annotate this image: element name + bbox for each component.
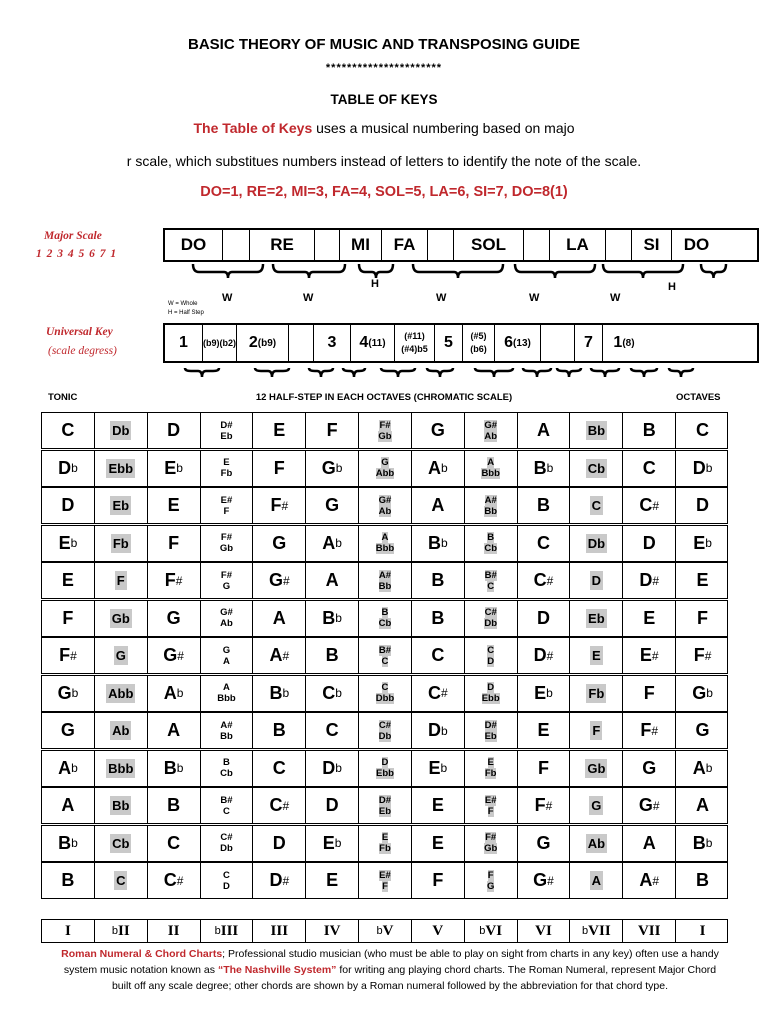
scale-degrees-label: (scale degress) (48, 345, 117, 357)
key-cell: G # (623, 788, 676, 823)
key-cell: E (412, 826, 465, 861)
intro-line-2: r scale, which substitues numbers instead of letters to identify the note of the scale. (126, 153, 642, 169)
key-cell: D (42, 488, 95, 523)
key-cell: A (148, 713, 201, 748)
roman-numeral-cell: VII (623, 920, 676, 942)
key-row (41, 675, 728, 712)
key-cell: C # (623, 488, 676, 523)
roman-numeral-cell: b II (95, 920, 148, 942)
key-cell: C # (148, 863, 201, 898)
key-cell: B b (518, 451, 571, 486)
key-cell: E# F (465, 788, 518, 823)
key-cell: F (306, 413, 359, 448)
key-cell: F# Gb (201, 526, 254, 561)
key-row (41, 825, 728, 862)
key-cell: F # (42, 638, 95, 673)
key-cell: E b (42, 526, 95, 561)
degree-cell: 3 (314, 325, 351, 361)
nashville-notes (60, 946, 720, 994)
key-cell: G (412, 413, 465, 448)
key-cell: B (412, 601, 465, 636)
key-cell: D# Eb (359, 788, 412, 823)
key-cell: E b (412, 751, 465, 786)
intro-line-1 (0, 120, 768, 136)
key-cell: Gb (95, 601, 148, 636)
title-divider: ********************** (325, 62, 443, 74)
key-cell: A b (148, 676, 201, 711)
key-cell: A # (253, 638, 306, 673)
key-row (41, 862, 728, 899)
key-cell: C # (412, 676, 465, 711)
solfa-line: DO=1, RE=2, MI=3, FA=4, SOL=5, LA=6, SI=7, DO=8(1) (200, 184, 568, 200)
key-cell: A b (42, 751, 95, 786)
roman-numeral-cell: III (253, 920, 306, 942)
key-cell: G (95, 638, 148, 673)
key-cell: Bb (570, 413, 623, 448)
key-cell: G b (42, 676, 95, 711)
key-cell: A (253, 601, 306, 636)
step-brace (591, 368, 619, 377)
key-cell: A# Bb (201, 713, 254, 748)
half-step-label: H (371, 278, 379, 290)
key-cell: G (695, 720, 710, 740)
section-heading: TABLE OF KEYS (330, 92, 438, 107)
key-cell: B (148, 788, 201, 823)
step-brace (185, 368, 219, 377)
key-cell: D (518, 601, 571, 636)
key-cell: B b (692, 832, 713, 853)
step-brace (701, 264, 726, 278)
major-scale-strip (163, 228, 759, 262)
key-cell: B (518, 488, 571, 523)
key-cell: C Dbb (359, 676, 412, 711)
key-cell: Fb (95, 526, 148, 561)
key-cell: E (148, 488, 201, 523)
octaves-header: OCTAVES (676, 392, 721, 403)
key-cell: F (412, 863, 465, 898)
key-cell: E (518, 713, 571, 748)
key-cell: B (623, 413, 676, 448)
key-cell: F (697, 607, 709, 628)
degree-cell: 5 (435, 325, 463, 361)
roman-numeral-cell: V (412, 920, 465, 942)
key-cell: D b (412, 713, 465, 748)
key-cell: Db (95, 413, 148, 448)
scale-cell-gap (606, 230, 632, 260)
key-cell: B (306, 638, 359, 673)
whole-step-label: W (303, 292, 314, 304)
key-cell: B b (412, 526, 465, 561)
key-cell: B# C (201, 788, 254, 823)
key-cell: A (696, 795, 710, 815)
degree-cell: 1 (8) (613, 334, 635, 351)
key-cell: B (696, 870, 710, 890)
key-cell: D (570, 563, 623, 598)
degree-cell (289, 325, 314, 361)
key-cell: G (623, 751, 676, 786)
scale-cell-do: DO (683, 235, 710, 254)
key-cell: Db (570, 526, 623, 561)
key-cell: E Fb (201, 451, 254, 486)
key-cell: C# Db (201, 826, 254, 861)
scale-cell-sol: SOL (454, 230, 524, 260)
page-title: BASIC THEORY OF MUSIC AND TRANSPOSING GUIDE (188, 36, 580, 53)
step-brace (603, 264, 683, 278)
key-cell: Fb (570, 676, 623, 711)
key-cell: D Ebb (359, 751, 412, 786)
key-row (41, 712, 728, 749)
step-braces-major (163, 262, 759, 282)
degree-cell: 7 (575, 325, 603, 361)
key-cell: A# Bb (359, 563, 412, 598)
roman-numeral-cell: I (42, 920, 95, 942)
key-cell: Bbb (95, 751, 148, 786)
scale-cell-gap (315, 230, 340, 260)
key-cell: E b (693, 532, 712, 553)
key-cell: E (42, 563, 95, 598)
half-step-label: H (668, 281, 676, 293)
key-cell: E (253, 413, 306, 448)
key-cell: D# Eb (465, 713, 518, 748)
key-row (41, 487, 728, 524)
key-cell: C# Db (465, 601, 518, 636)
scale-degree-strip (163, 323, 759, 363)
roman-numeral-cell: b III (201, 920, 254, 942)
scale-cell-re: RE (250, 230, 315, 260)
key-cell: G # (518, 863, 571, 898)
legend-whole: W = Whole (168, 301, 198, 307)
key-cell: F # (693, 645, 712, 665)
whole-step-label: W (610, 292, 621, 304)
key-cell: B (253, 713, 306, 748)
roman-numeral-cell: IV (306, 920, 359, 942)
key-cell: D b (306, 751, 359, 786)
whole-step-label: W (222, 292, 233, 304)
key-cell: G# Ab (359, 488, 412, 523)
key-cell: B (412, 563, 465, 598)
key-cell: C (42, 413, 95, 448)
key-cell: G Abb (359, 451, 412, 486)
key-cell: G b (692, 682, 713, 703)
key-cell: D # (253, 863, 306, 898)
key-cell: C (623, 451, 676, 486)
key-cell: G# Ab (465, 413, 518, 448)
scale-cell-gap (223, 230, 250, 260)
key-cell: A (623, 826, 676, 861)
step-brace (413, 264, 503, 278)
key-cell: G (148, 601, 201, 636)
degree-cell: 6 (13) (495, 325, 541, 361)
key-cell: B Cb (359, 601, 412, 636)
step-brace (381, 368, 415, 377)
key-cell: D # (518, 638, 571, 673)
key-cell: Cb (95, 826, 148, 861)
key-cell: F (570, 713, 623, 748)
key-cell: E Fb (359, 826, 412, 861)
key-cell: A Bbb (201, 676, 254, 711)
key-cell: C (95, 863, 148, 898)
key-cell: D (253, 826, 306, 861)
key-cell: D (148, 413, 201, 448)
key-cell: Ab (570, 826, 623, 861)
key-cell: C # (253, 788, 306, 823)
key-cell: E (570, 638, 623, 673)
key-cell: A (412, 488, 465, 523)
key-cell: E# F (201, 488, 254, 523)
scale-cell-gap (524, 230, 550, 260)
whole-step-label: W (529, 292, 540, 304)
key-cell: E b (148, 451, 201, 486)
key-cell: D b (692, 457, 713, 478)
scale-cell-gap (428, 230, 454, 260)
key-cell: A b (692, 757, 713, 778)
key-cell: E (306, 863, 359, 898)
scale-cell-do: DO (165, 230, 223, 260)
key-cell: F (518, 751, 571, 786)
key-cell: B (42, 863, 95, 898)
key-cell: B Cb (465, 526, 518, 561)
key-cell: C (253, 751, 306, 786)
key-cell: E Fb (465, 751, 518, 786)
nashville-system-term: “The Nashville System” (217, 964, 337, 976)
key-cell: G# Ab (201, 601, 254, 636)
key-row (41, 525, 728, 562)
key-cell: B Cb (201, 751, 254, 786)
key-cell: G b (306, 451, 359, 486)
key-cell: B b (306, 601, 359, 636)
key-row (41, 637, 728, 674)
key-cell: Bb (95, 788, 148, 823)
roman-numeral-cell: VI (518, 920, 571, 942)
degree-cell (541, 325, 575, 361)
key-cell: F # (253, 488, 306, 523)
key-cell: F # (518, 788, 571, 823)
key-cell: F (253, 451, 306, 486)
key-cell: A (306, 563, 359, 598)
key-cell: Eb (95, 488, 148, 523)
key-cell: C D (201, 863, 254, 898)
key-row (41, 412, 728, 449)
key-cell: G (253, 526, 306, 561)
key-cell: B# C (465, 563, 518, 598)
key-cell: D (696, 495, 710, 515)
step-brace (427, 368, 453, 377)
notes-text-1: ; Professional studio musician (who must be able to play on sight from charts in any key) often use a handy system music notation known as (63, 948, 719, 976)
chromatic-header: 12 HALF-STEP IN EACH OCTAVES (CHROMATIC SCALE) (255, 392, 513, 403)
key-cell: A Bbb (359, 526, 412, 561)
scale-cell-la: LA (550, 230, 606, 260)
key-cell: C# Db (359, 713, 412, 748)
roman-numeral-cell: II (148, 920, 201, 942)
key-row (41, 450, 728, 487)
key-cell: G (306, 488, 359, 523)
key-cell: E# F (359, 863, 412, 898)
key-cell: C b (306, 676, 359, 711)
key-cell: F # (623, 713, 676, 748)
key-cell: B b (253, 676, 306, 711)
key-row (41, 750, 728, 787)
step-brace (359, 264, 393, 278)
key-cell: C (570, 488, 623, 523)
universal-key-label: Universal Key (46, 326, 113, 338)
key-cell: Cb (570, 451, 623, 486)
scale-cell-fa: FA (382, 230, 428, 260)
key-cell: C (412, 638, 465, 673)
key-cell: E # (623, 638, 676, 673)
tonic-header: TONIC (48, 392, 78, 403)
key-cell: G A (201, 638, 254, 673)
key-cell: A b (306, 526, 359, 561)
key-cell: E (623, 601, 676, 636)
key-cell: F# G (201, 563, 254, 598)
roman-numeral-cell: b VII (570, 920, 623, 942)
step-brace (309, 368, 333, 377)
key-cell: F (623, 676, 676, 711)
key-cell: C (148, 826, 201, 861)
roman-numeral-row (41, 919, 728, 943)
key-cell: Ab (95, 713, 148, 748)
key-cell: Eb (570, 601, 623, 636)
step-brace (193, 264, 263, 278)
key-cell: A (42, 788, 95, 823)
key-row (41, 787, 728, 824)
key-cell: A# Bb (465, 488, 518, 523)
key-cell: F (95, 563, 148, 598)
step-brace (669, 368, 693, 377)
key-cell: G # (253, 563, 306, 598)
key-cell: G (570, 788, 623, 823)
key-cell: A # (623, 863, 676, 898)
key-cell: B# C (359, 638, 412, 673)
step-brace (255, 368, 289, 377)
degree-cell: 4 (11) (351, 325, 395, 361)
degree-cell: 1 (165, 325, 203, 361)
key-table (41, 412, 728, 900)
key-cell: E b (518, 676, 571, 711)
step-brace (273, 264, 345, 278)
key-cell: C # (518, 563, 571, 598)
key-cell: C D (465, 638, 518, 673)
step-brace (631, 368, 657, 377)
key-cell: B b (42, 826, 95, 861)
key-cell: D# Eb (201, 413, 254, 448)
degree-cell: (#11) (#4)b5 (395, 325, 435, 361)
key-cell: A b (412, 451, 465, 486)
whole-step-label: W (436, 292, 447, 304)
key-cell: Gb (570, 751, 623, 786)
key-cell: B b (148, 751, 201, 786)
step-brace (557, 368, 581, 377)
step-brace (515, 264, 595, 278)
key-cell: D b (42, 451, 95, 486)
major-scale-numbers: 1 2 3 4 5 6 7 1 (36, 248, 118, 260)
scale-cell-mi: MI (340, 230, 382, 260)
key-cell: C (306, 713, 359, 748)
key-cell: E (412, 788, 465, 823)
key-cell: A Bbb (465, 451, 518, 486)
key-cell: C (518, 526, 571, 561)
key-cell: G (42, 713, 95, 748)
step-legend (168, 300, 204, 318)
key-cell: A (570, 863, 623, 898)
legend-half: H = Half Step (168, 310, 204, 316)
key-row (41, 562, 728, 599)
key-cell: G # (148, 638, 201, 673)
key-cell: F# Gb (465, 826, 518, 861)
intro-line-1-text: uses a musical numbering based on majo (312, 120, 575, 136)
key-cell: E (696, 570, 709, 590)
key-cell: F# Gb (359, 413, 412, 448)
step-brace (343, 368, 365, 377)
notes-lead: Roman Numeral & Chord Charts (61, 948, 223, 960)
step-brace (475, 368, 513, 377)
notes-text-2: for writing ang playing chord charts. The Roman Numeral, represent Major Chord built off any scale degree; other chords are shown by a Roman numeral followed by the abbreviation for that chord type. (111, 964, 717, 992)
key-cell: A (518, 413, 571, 448)
scale-cell-si: SI (632, 230, 672, 260)
key-cell: F (148, 526, 201, 561)
key-cell: C (696, 420, 710, 440)
key-cell: Abb (95, 676, 148, 711)
key-cell: D (623, 526, 676, 561)
key-cell: F G (465, 863, 518, 898)
key-cell: D # (623, 563, 676, 598)
major-scale-label: Major Scale (44, 230, 102, 242)
degree-cell: (#5) (b6) (463, 325, 495, 361)
step-brace (523, 368, 551, 377)
step-braces-degrees (163, 366, 759, 380)
key-cell: Ebb (95, 451, 148, 486)
key-cell: D Ebb (465, 676, 518, 711)
key-cell: D (306, 788, 359, 823)
roman-numeral-cell: I (699, 922, 706, 939)
key-cell: F (42, 601, 95, 636)
key-cell: G (518, 826, 571, 861)
key-row (41, 600, 728, 637)
key-cell: F # (148, 563, 201, 598)
intro-lead: The Table of Keys (193, 120, 313, 136)
degree-cell: 2 (b9) (237, 325, 289, 361)
roman-numeral-cell: b V (359, 920, 412, 942)
key-cell: E b (306, 826, 359, 861)
roman-numeral-cell: b VI (465, 920, 518, 942)
degree-cell: (b9)(b2) (203, 325, 237, 361)
